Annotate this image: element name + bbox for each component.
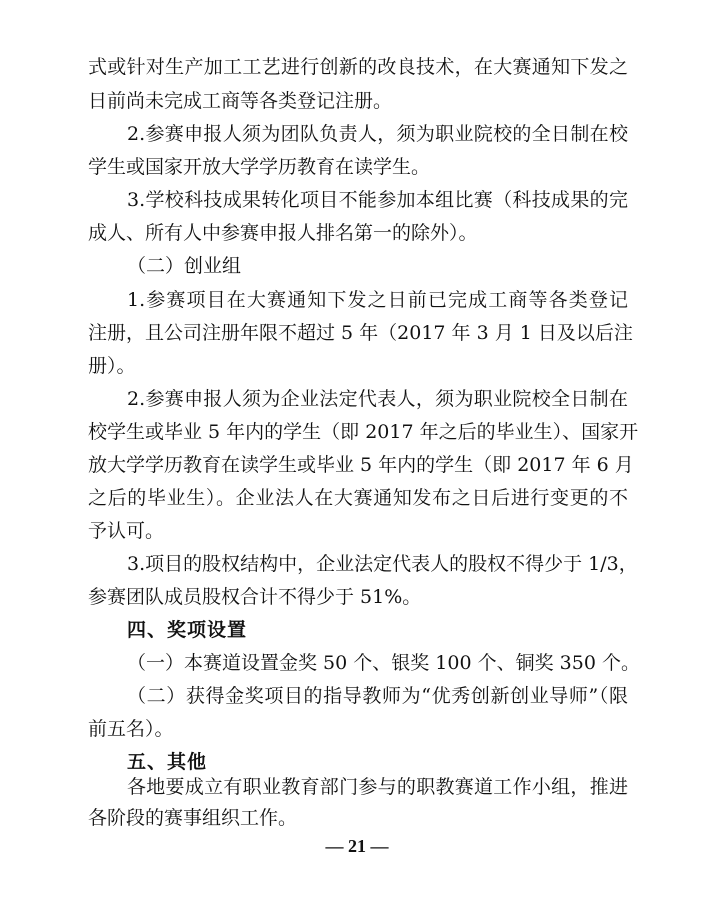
text-line: （一）本赛道设置金奖 50 个、银奖 100 个、铜奖 350 个。 — [127, 652, 640, 674]
text-line: 2.参赛申报人须为企业法定代表人，须为职业院校全日制在 — [127, 388, 628, 410]
section-heading: 五、其他 — [127, 751, 208, 773]
section-heading: 四、奖项设置 — [127, 619, 248, 641]
text-line: 放大学学历教育在读学生或毕业 5 年内的学生（即 2017 年 6 月 — [88, 454, 634, 476]
text-line: 学生或国家开放大学学历教育在读学生。 — [88, 156, 431, 178]
text-line: 日前尚未完成工商等各类登记注册。 — [88, 90, 393, 112]
text-line: 予认可。 — [88, 520, 165, 542]
text-line: 3.项目的股权结构中，企业法定代表人的股权不得少于 1/3， — [127, 553, 638, 575]
text-line: 1.参赛项目在大赛通知下发之日前已完成工商等各类登记 — [127, 289, 628, 311]
text-line: 3.学校科技成果转化项目不能参加本组比赛（科技成果的完 — [127, 189, 628, 211]
text-line: 式或针对生产加工工艺进行创新的改良技术，在大赛通知下发之 — [88, 56, 628, 78]
page-number: — 21 — — [325, 836, 389, 856]
text-line: 参赛团队成员股权合计不得少于 51%。 — [88, 586, 422, 608]
text-line: 前五名）。 — [88, 718, 174, 740]
text-line: 各地要成立有职业教育部门参与的职教赛道工作小组，推进 — [127, 776, 628, 798]
text-line: （二）获得金奖项目的指导教师为“优秀创新创业导师”（限 — [127, 685, 628, 707]
text-line: 注册，且公司注册年限不超过 5 年（2017 年 3 月 1 日及以后注 — [88, 322, 633, 344]
text-line: 各阶段的赛事组织工作。 — [88, 807, 298, 829]
text-line: 册）。 — [88, 355, 136, 377]
text-line: 之后的毕业生）。企业法人在大赛通知发布之日后进行变更的不 — [88, 487, 628, 509]
text-line: 校学生或毕业 5 年内的学生（即 2017 年之后的毕业生）、国家开 — [88, 421, 639, 443]
text-line: 成人、所有人中参赛申报人排名第一的除外）。 — [88, 222, 478, 244]
section-subheading: （二）创业组 — [127, 255, 242, 277]
text-line: 2.参赛申报人须为团队负责人，须为职业院校的全日制在校 — [127, 123, 628, 145]
